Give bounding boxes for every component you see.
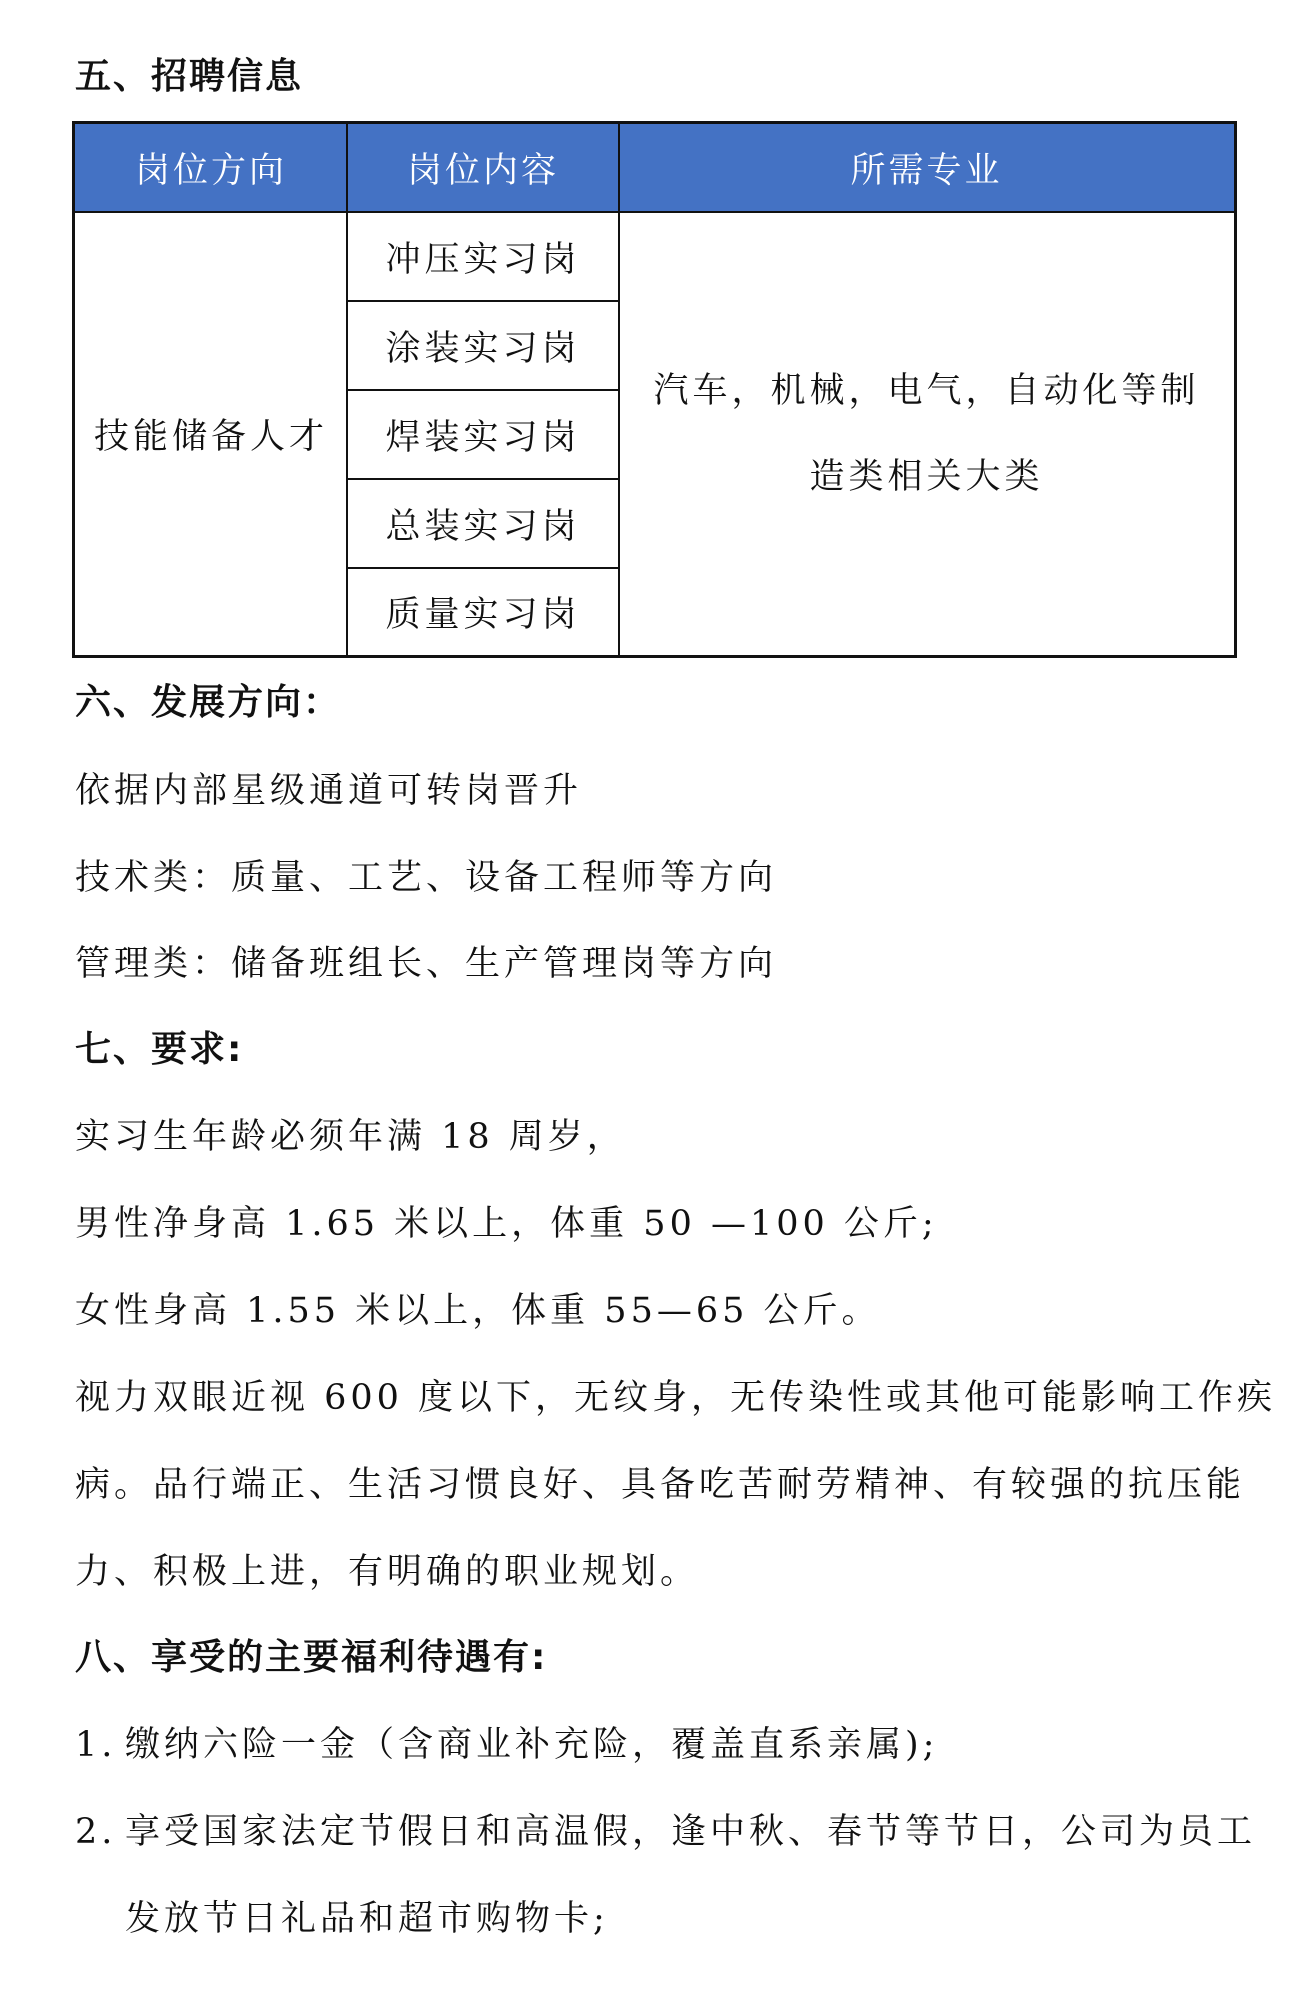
table-header-content: 岗位内容: [347, 124, 619, 212]
development-line: 管理类：储备班组长、生产管理岗等方向: [75, 944, 778, 984]
table-divider: [75, 211, 1234, 213]
requirement-line: 实习生年龄必须年满 18 周岁，: [75, 1117, 626, 1157]
requirement-line: 病。品行端正、生活习惯良好、具备吃苦耐劳精神、有较强的抗压能: [75, 1465, 1246, 1505]
benefit-number: 2.: [75, 1812, 117, 1852]
requirement-line: 视力双眼近视 600 度以下，无纹身，无传染性或其他可能影响工作疾: [75, 1378, 1277, 1418]
requirement-line: 女性身高 1.55 米以上，体重 55—65 公斤。: [75, 1291, 881, 1331]
table-divider: [347, 300, 619, 302]
benefit-number: 1.: [75, 1725, 117, 1765]
majors-text: 汽车，机械，电气，自动化等制造类相关大类: [653, 370, 1200, 497]
table-cell-direction: 技能储备人才: [93, 416, 328, 457]
benefit-line: 发放节日礼品和超市购物卡;: [125, 1899, 609, 1939]
development-line: 技术类：质量、工艺、设备工程师等方向: [75, 858, 778, 898]
table-cell-position: 焊装实习岗: [385, 417, 581, 458]
table-cell-position: 质量实习岗: [385, 594, 581, 635]
section-heading-development: 六、发展方向：: [75, 682, 342, 723]
section-heading-benefits: 八、享受的主要福利待遇有:: [75, 1637, 548, 1678]
table-header-major: 所需专业: [619, 124, 1234, 212]
recruitment-table: [72, 121, 1237, 658]
table-divider: [347, 567, 619, 569]
table-cell-position: 总装实习岗: [385, 506, 581, 547]
table-cell-position: 涂装实习岗: [385, 328, 581, 369]
table-header-direction: 岗位方向: [75, 124, 347, 212]
table-divider: [347, 389, 619, 391]
requirement-line: 男性净身高 1.65 米以上，体重 50 —100 公斤;: [75, 1204, 938, 1244]
benefit-line: 缴纳六险一金（含商业补充险，覆盖直系亲属);: [125, 1725, 939, 1765]
benefit-line: 享受国家法定节假日和高温假，逢中秋、春节等节日，公司为员工: [125, 1812, 1257, 1852]
section-heading-requirements: 七、要求:: [75, 1029, 244, 1070]
table-divider: [347, 478, 619, 480]
requirement-line: 力、积极上进，有明确的职业规划。: [75, 1552, 700, 1592]
table-cell-position: 冲压实习岗: [385, 239, 581, 280]
section-heading-recruitment: 五、招聘信息: [75, 56, 304, 97]
table-cell-majors: [619, 212, 1234, 655]
development-line: 依据内部星级通道可转岗晋升: [75, 771, 583, 811]
